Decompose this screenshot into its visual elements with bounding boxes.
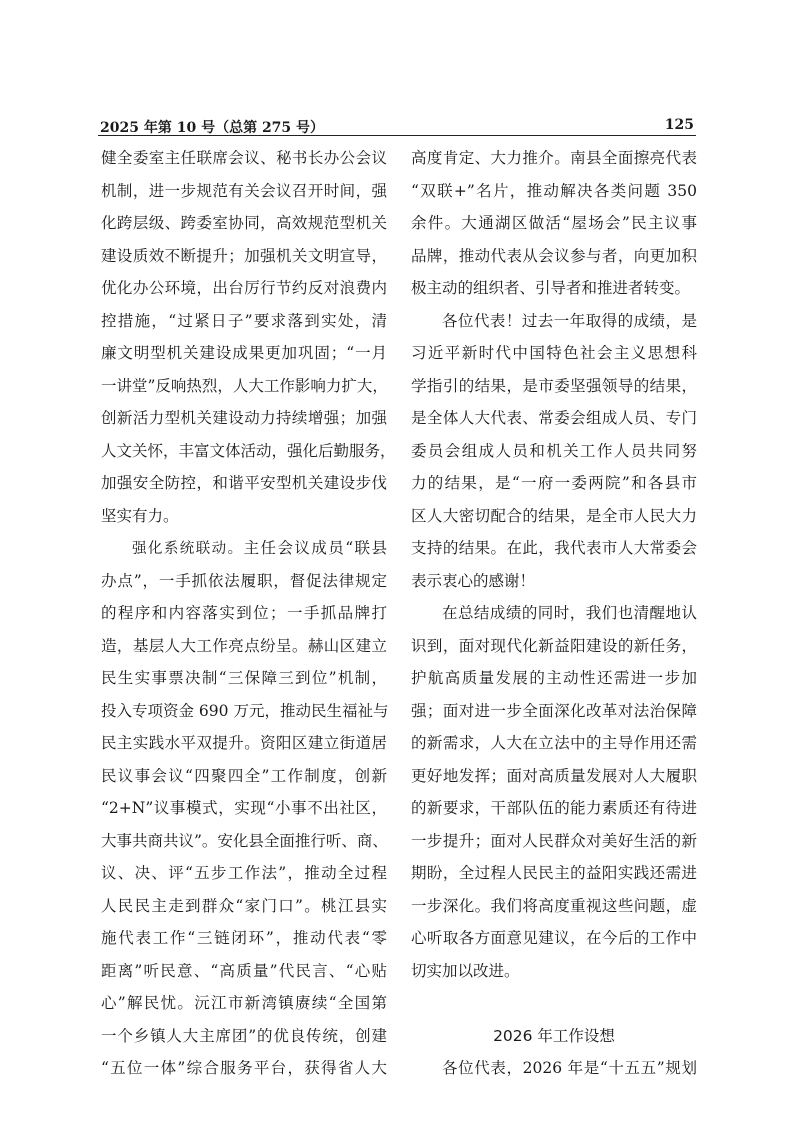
text-line: 民议事会议“四聚四全”工作制度，创新 — [101, 766, 387, 785]
text-line: 的新需求，人大在立法中的主导作用还需 — [411, 734, 697, 752]
text-line: 习近平新时代中国特色社会主义思想科 — [411, 344, 697, 362]
text-line: 健全委室主任联席会议、秘书长办公会议 — [101, 149, 387, 167]
paragraph-county-practices — [411, 142, 697, 305]
section-heading: 2026 年工作设想 — [493, 1026, 615, 1045]
paragraph-system-linkage — [101, 532, 387, 1085]
text-line: 心”解民忧。沅江市新湾镇赓续“全国第 — [101, 994, 387, 1012]
text-line: 一讲堂”反响热烈，人大工作影响力扩大， — [101, 376, 388, 395]
text-line: 距离”听民意、“高质量”代民言、“心贴 — [101, 961, 387, 980]
text-line: 创新活力型机关建设动力持续增强；加强 — [101, 409, 387, 427]
text-line: 议、决、评“五步工作法”，推动全过程 — [101, 864, 387, 882]
text-line: 的程序和内容落实到位；一手抓品牌打 — [101, 604, 387, 622]
text-line: 高度肯定、大力推介。南县全面擦亮代表 — [411, 149, 697, 167]
text-line: 廉文明型机关建设成果更加巩固；“一月 — [101, 344, 387, 362]
paragraph-acknowledgement — [411, 305, 697, 598]
running-header — [100, 117, 694, 137]
paragraph-shortcomings — [411, 597, 697, 987]
text-line: 区人大密切配合的结果，是全市人民大力 — [411, 506, 697, 525]
text-line: 一步提升；面对人民群众对美好生活的新 — [411, 831, 697, 850]
text-line: 极主动的组织者、引导者和推进者转变。 — [411, 279, 691, 297]
page-number: 125 — [664, 117, 694, 133]
text-line: 学指引的结果，是市委坚强领导的结果， — [411, 376, 697, 395]
text-line: 的新要求，干部队伍的能力素质还有待进 — [411, 799, 697, 817]
text-line: 机制，进一步规范有关会议召开时间，强 — [101, 181, 387, 200]
text-line: 优化办公环境，出台厉行节约反对浪费内 — [101, 279, 387, 297]
issue-label: 2025 年第 10 号（总第 275 号） — [100, 120, 325, 136]
text-line: 化跨层级、跨委室协同，高效规范型机关 — [101, 214, 387, 232]
paragraph-lead-heading: 强化系统联动。 — [132, 541, 244, 557]
text-line — [101, 532, 387, 565]
text-line: 造，基层人大工作亮点纷呈。赫山区建立 — [101, 636, 387, 655]
text-line: 投入专项资金 690 万元，推动民生福祉与 — [101, 701, 389, 720]
right-column — [411, 142, 697, 1085]
text-line: 建设质效不断提升；加强机关文明宣导， — [101, 246, 387, 265]
text-line: “双联+”名片，推动解决各类问题 350 — [411, 181, 697, 200]
text-line: 各位代表！过去一年取得的成绩，是 — [442, 311, 697, 330]
text-line: 各位代表，2026 年是“十五五”规划 — [442, 1059, 697, 1077]
text-line: 人民民主走到群众“家门口”。桃江县实 — [101, 896, 387, 915]
text-line: 强；面对进一步全面深化改革对法治保障 — [411, 701, 697, 720]
text-line: 识到，面对现代化新益阳建设的新任务， — [411, 636, 697, 655]
text-line: 品牌，推动代表从会议参与者，向更加积 — [411, 246, 697, 265]
left-column — [101, 142, 396, 1085]
text-line: 护航高质量发展的主动性还需进一步加 — [411, 669, 697, 687]
paragraph-organ-building — [101, 142, 396, 532]
text-line: 人文关怀，丰富文体活动，强化后勤服务， — [101, 441, 396, 460]
text-line: 民生实事票决制“三保障三到位”机制， — [101, 669, 387, 687]
text-line: 余件。大通湖区做活“屋场会”民主议事 — [411, 214, 697, 232]
text-line: 心听取各方面意见建议，在今后的工作中 — [411, 929, 697, 947]
text-line: “五位一体”综合服务平台，获得省人大 — [101, 1059, 387, 1077]
text-line: 是全体人大代表、常委会组成人员、专门 — [411, 409, 697, 427]
section-spacer — [411, 987, 697, 1020]
text-line: 办点”，一手抓依法履职，督促法律规定 — [101, 571, 387, 590]
text-line: 在总结成绩的同时，我们也清醒地认 — [442, 604, 697, 622]
text-line: 民主实践水平双提升。资阳区建立街道居 — [101, 734, 387, 752]
text-line: 一步深化。我们将高度重视这些问题，虚 — [411, 896, 697, 915]
paragraph-2026-outlook — [411, 1052, 697, 1085]
text-line: 一个乡镇人大主席团”的优良传统，创建 — [101, 1026, 387, 1045]
text-line: 控措施，“过紧日子”要求落到实处，清 — [101, 311, 387, 330]
text-line: 切实加以改进。 — [411, 961, 520, 980]
text-line: 施代表工作“三链闭环”，推动代表“零 — [101, 929, 387, 947]
text-line: 支持的结果。在此，我代表市人大常委会 — [411, 539, 697, 557]
text-line: 表示衷心的感谢！ — [411, 571, 536, 590]
text-line: 委员会组成人员和机关工作人员共同努 — [411, 441, 697, 460]
text-line: 加强安全防控，和谐平安型机关建设步伐 — [101, 474, 387, 492]
text-line: 大事共商共议”。安化县全面推行听、商、 — [101, 831, 388, 850]
text-line-rest: 主任会议成员“联县 — [243, 539, 387, 557]
header-rule — [98, 135, 696, 136]
text-line: 更好地发挥；面对高质量发展对人大履职 — [411, 766, 697, 785]
text-line: 坚实有力。 — [101, 506, 179, 525]
text-line: “2+N”议事模式，实现“小事不出社区， — [101, 799, 387, 817]
text-line: 期盼，全过程人民民主的益阳实践还需进 — [411, 864, 697, 882]
text-line: 力的结果，是“一府一委两院”和各县市 — [411, 474, 697, 492]
